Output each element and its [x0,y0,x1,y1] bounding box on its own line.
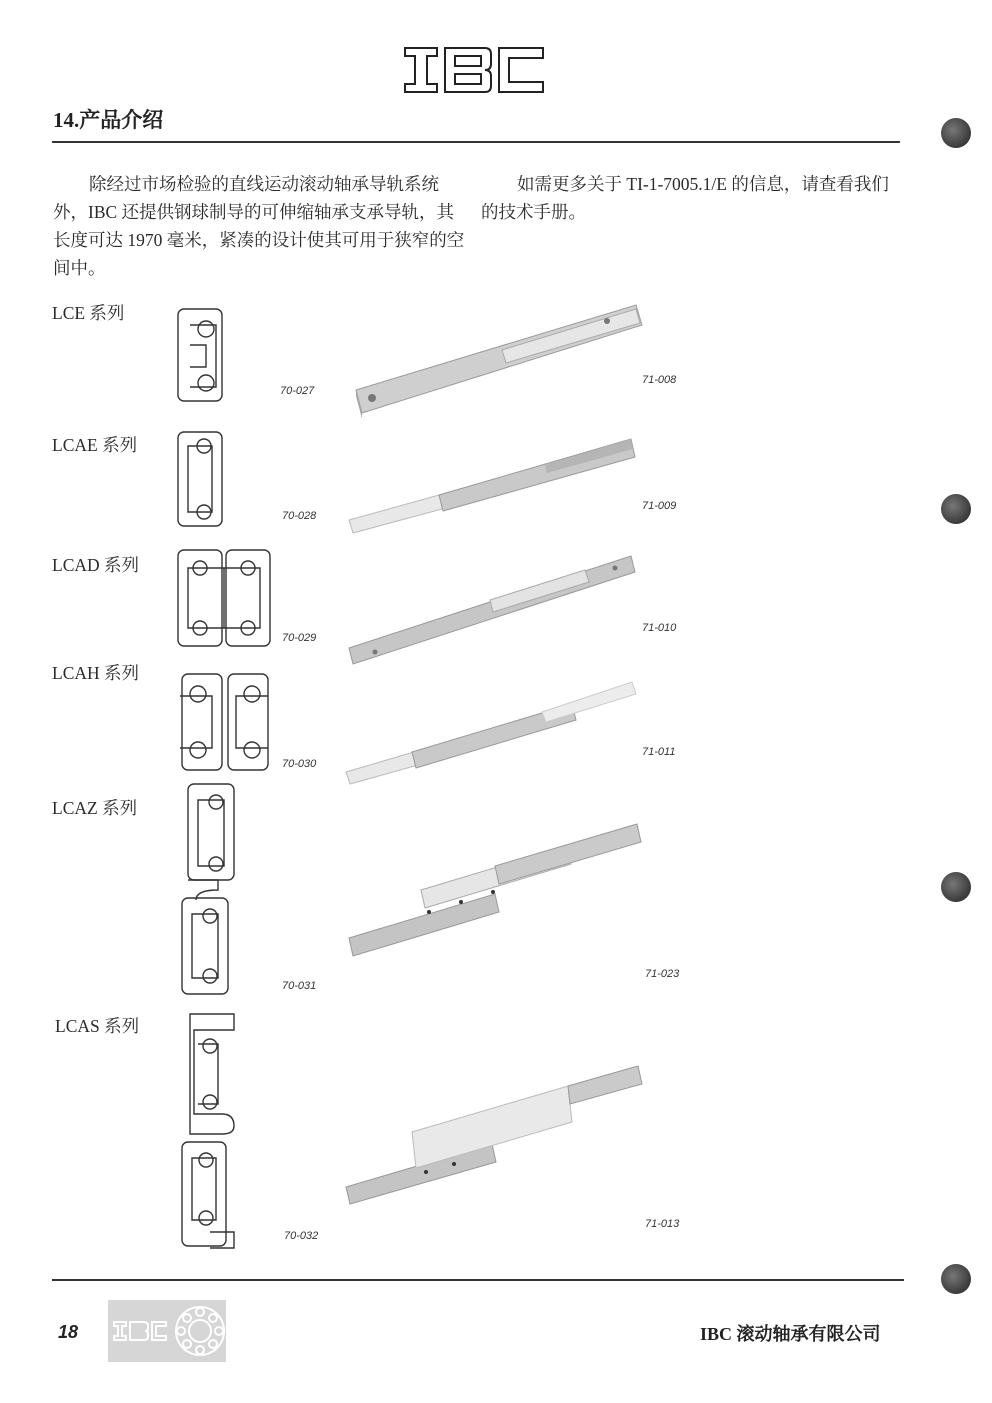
photo-code-lcad: 71-010 [642,622,677,634]
cross-section-drawing-lcas [176,1010,240,1250]
drawing-code-lcad: 70-029 [282,632,317,644]
punch-hole-icon [941,118,971,148]
rail-photo-lcae [345,425,645,540]
series-label-lcad: LCAD 系列 [52,555,140,575]
cross-section-drawing-lcad [176,548,272,648]
rail-photo-lcad [345,548,645,668]
cross-section-drawing-lcae [176,430,226,528]
page-number: 18 [58,1322,79,1342]
footer-divider [52,1279,904,1281]
photo-code-lcae: 71-009 [642,500,677,512]
series-label-lcas: LCAS 系列 [55,1016,140,1036]
footer-ibc-bearing-logo [108,1300,226,1362]
series-label-lcae: LCAE 系列 [52,435,138,455]
photo-code-lcaz: 71-023 [645,968,680,980]
cross-section-drawing-lce [176,305,226,405]
company-name: IBC 滚动轴承有限公司 [700,1324,881,1344]
photo-code-lcah: 71-011 [642,746,676,758]
section-title: 14.产品介绍 [53,108,164,132]
intro-paragraph-right: 如需更多关于 TI-1-7005.1/E 的信息，请查看我们的技术手册。 [481,174,889,222]
rail-photo-lce [352,295,647,425]
series-label-lce: LCE 系列 [52,303,125,323]
header-divider [52,141,900,143]
drawing-code-lcas: 70-032 [284,1230,319,1242]
cross-section-drawing-lcah [176,672,272,772]
rail-photo-lcaz [345,820,647,960]
cross-section-drawing-lcaz [176,782,240,998]
photo-code-lce: 71-008 [642,374,677,386]
series-label-lcaz: LCAZ 系列 [52,798,138,818]
intro-paragraph-left: 除经过市场检验的直线运动滚动轴承导轨系统外，IBC 还提供钢球制导的可伸缩轴承支承导轨，其长度可达 1970 毫米，紧凑的设计使其可用于狭窄的空间中。 [53,174,465,278]
rail-photo-lcah [342,672,647,787]
punch-hole-icon [941,872,971,902]
drawing-code-lcaz: 70-031 [282,980,317,992]
photo-code-lcas: 71-013 [645,1218,680,1230]
punch-hole-icon [941,494,971,524]
rail-photo-lcas [342,1062,647,1212]
series-label-lcah: LCAH 系列 [52,663,140,683]
drawing-code-lcah: 70-030 [282,758,317,770]
ibc-logo [403,44,545,96]
drawing-code-lce: 70-027 [280,385,315,397]
drawing-code-lcae: 70-028 [282,510,317,522]
punch-hole-icon [941,1264,971,1294]
